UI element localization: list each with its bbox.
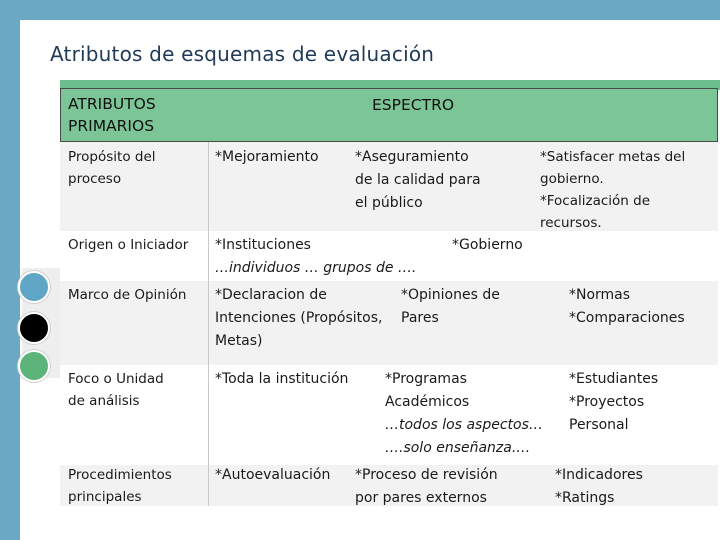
row-cell (555, 464, 643, 510)
cell-line: *Programas (385, 371, 467, 387)
row-cell (569, 368, 658, 437)
blue-circle-icon (18, 271, 50, 303)
green-circle-icon (18, 350, 50, 382)
cell-line: de la calidad para (355, 172, 481, 188)
cell-line: *Instituciones (215, 237, 311, 253)
header-spectrum: ESPECTRO (372, 96, 455, 114)
row-cell (540, 146, 685, 234)
row-cell (385, 368, 543, 460)
cell-line: Foco o Unidad (68, 371, 164, 387)
cell-line: recursos. (540, 215, 602, 231)
cell-line: Académicos (385, 394, 470, 410)
cell-line: por pares externos (355, 490, 487, 506)
cell-line: *Indicadores (555, 467, 643, 483)
row-cell (401, 284, 500, 330)
row-cell (215, 284, 382, 353)
cell-line: *Focalización de (540, 193, 651, 209)
cell-line: Pares (401, 310, 439, 326)
cell-line: gobierno. (540, 171, 604, 187)
slide-title: Atributos de esquemas de evaluación (50, 42, 435, 66)
cell-line: *Ratings (555, 490, 615, 506)
row-cell: *Mejoramiento (215, 149, 319, 165)
cell-line: *Opiniones de (401, 287, 500, 303)
attributes-table (60, 88, 718, 506)
row-cell (355, 464, 498, 510)
cell-line: ….solo enseñanza.… (385, 440, 531, 456)
cell-line: *Proyectos (569, 394, 645, 410)
row-attribute: Origen o Iniciador (68, 237, 189, 253)
black-circle-icon (18, 312, 50, 344)
row-cell: *Autoevaluación (215, 467, 331, 483)
cell-line: *Normas (569, 287, 631, 303)
row-attribute (68, 464, 172, 508)
cell-line: …individuos … grupos de …. (215, 260, 417, 276)
header-attributes-text: ATRIBUTOS PRIMARIOS (68, 95, 156, 135)
row-attribute (68, 368, 164, 412)
header-attributes (68, 93, 188, 137)
cell-line: *Declaracion de (215, 287, 327, 303)
row-cell: *Toda la institución (215, 371, 349, 387)
cell-line: *Estudiantes (569, 371, 659, 387)
row-cell (215, 234, 416, 280)
cell-line: *Comparaciones (569, 310, 685, 326)
cell-line: Metas) (215, 333, 263, 349)
cell-line: Intenciones (Propósitos, (215, 310, 383, 326)
cell-line: Procedimientos (68, 467, 172, 483)
cell-line: *Satisfacer metas del (540, 149, 686, 165)
cell-line: principales (68, 489, 142, 505)
row-cell (355, 146, 481, 215)
cell-line: Personal (569, 417, 629, 433)
cell-line: de análisis (68, 393, 140, 409)
cell-line: *Proceso de revisión (355, 467, 498, 483)
cell-line: …todos los aspectos… (385, 417, 543, 433)
cell-line: el público (355, 195, 423, 211)
row-attribute: Propósito del proceso (68, 149, 156, 187)
cell-line: *Aseguramiento (355, 149, 469, 165)
row-attribute: Marco de Opinión (68, 287, 187, 303)
row-cell: *Gobierno (452, 237, 523, 253)
column-divider (208, 142, 209, 506)
row-cell (569, 284, 685, 330)
